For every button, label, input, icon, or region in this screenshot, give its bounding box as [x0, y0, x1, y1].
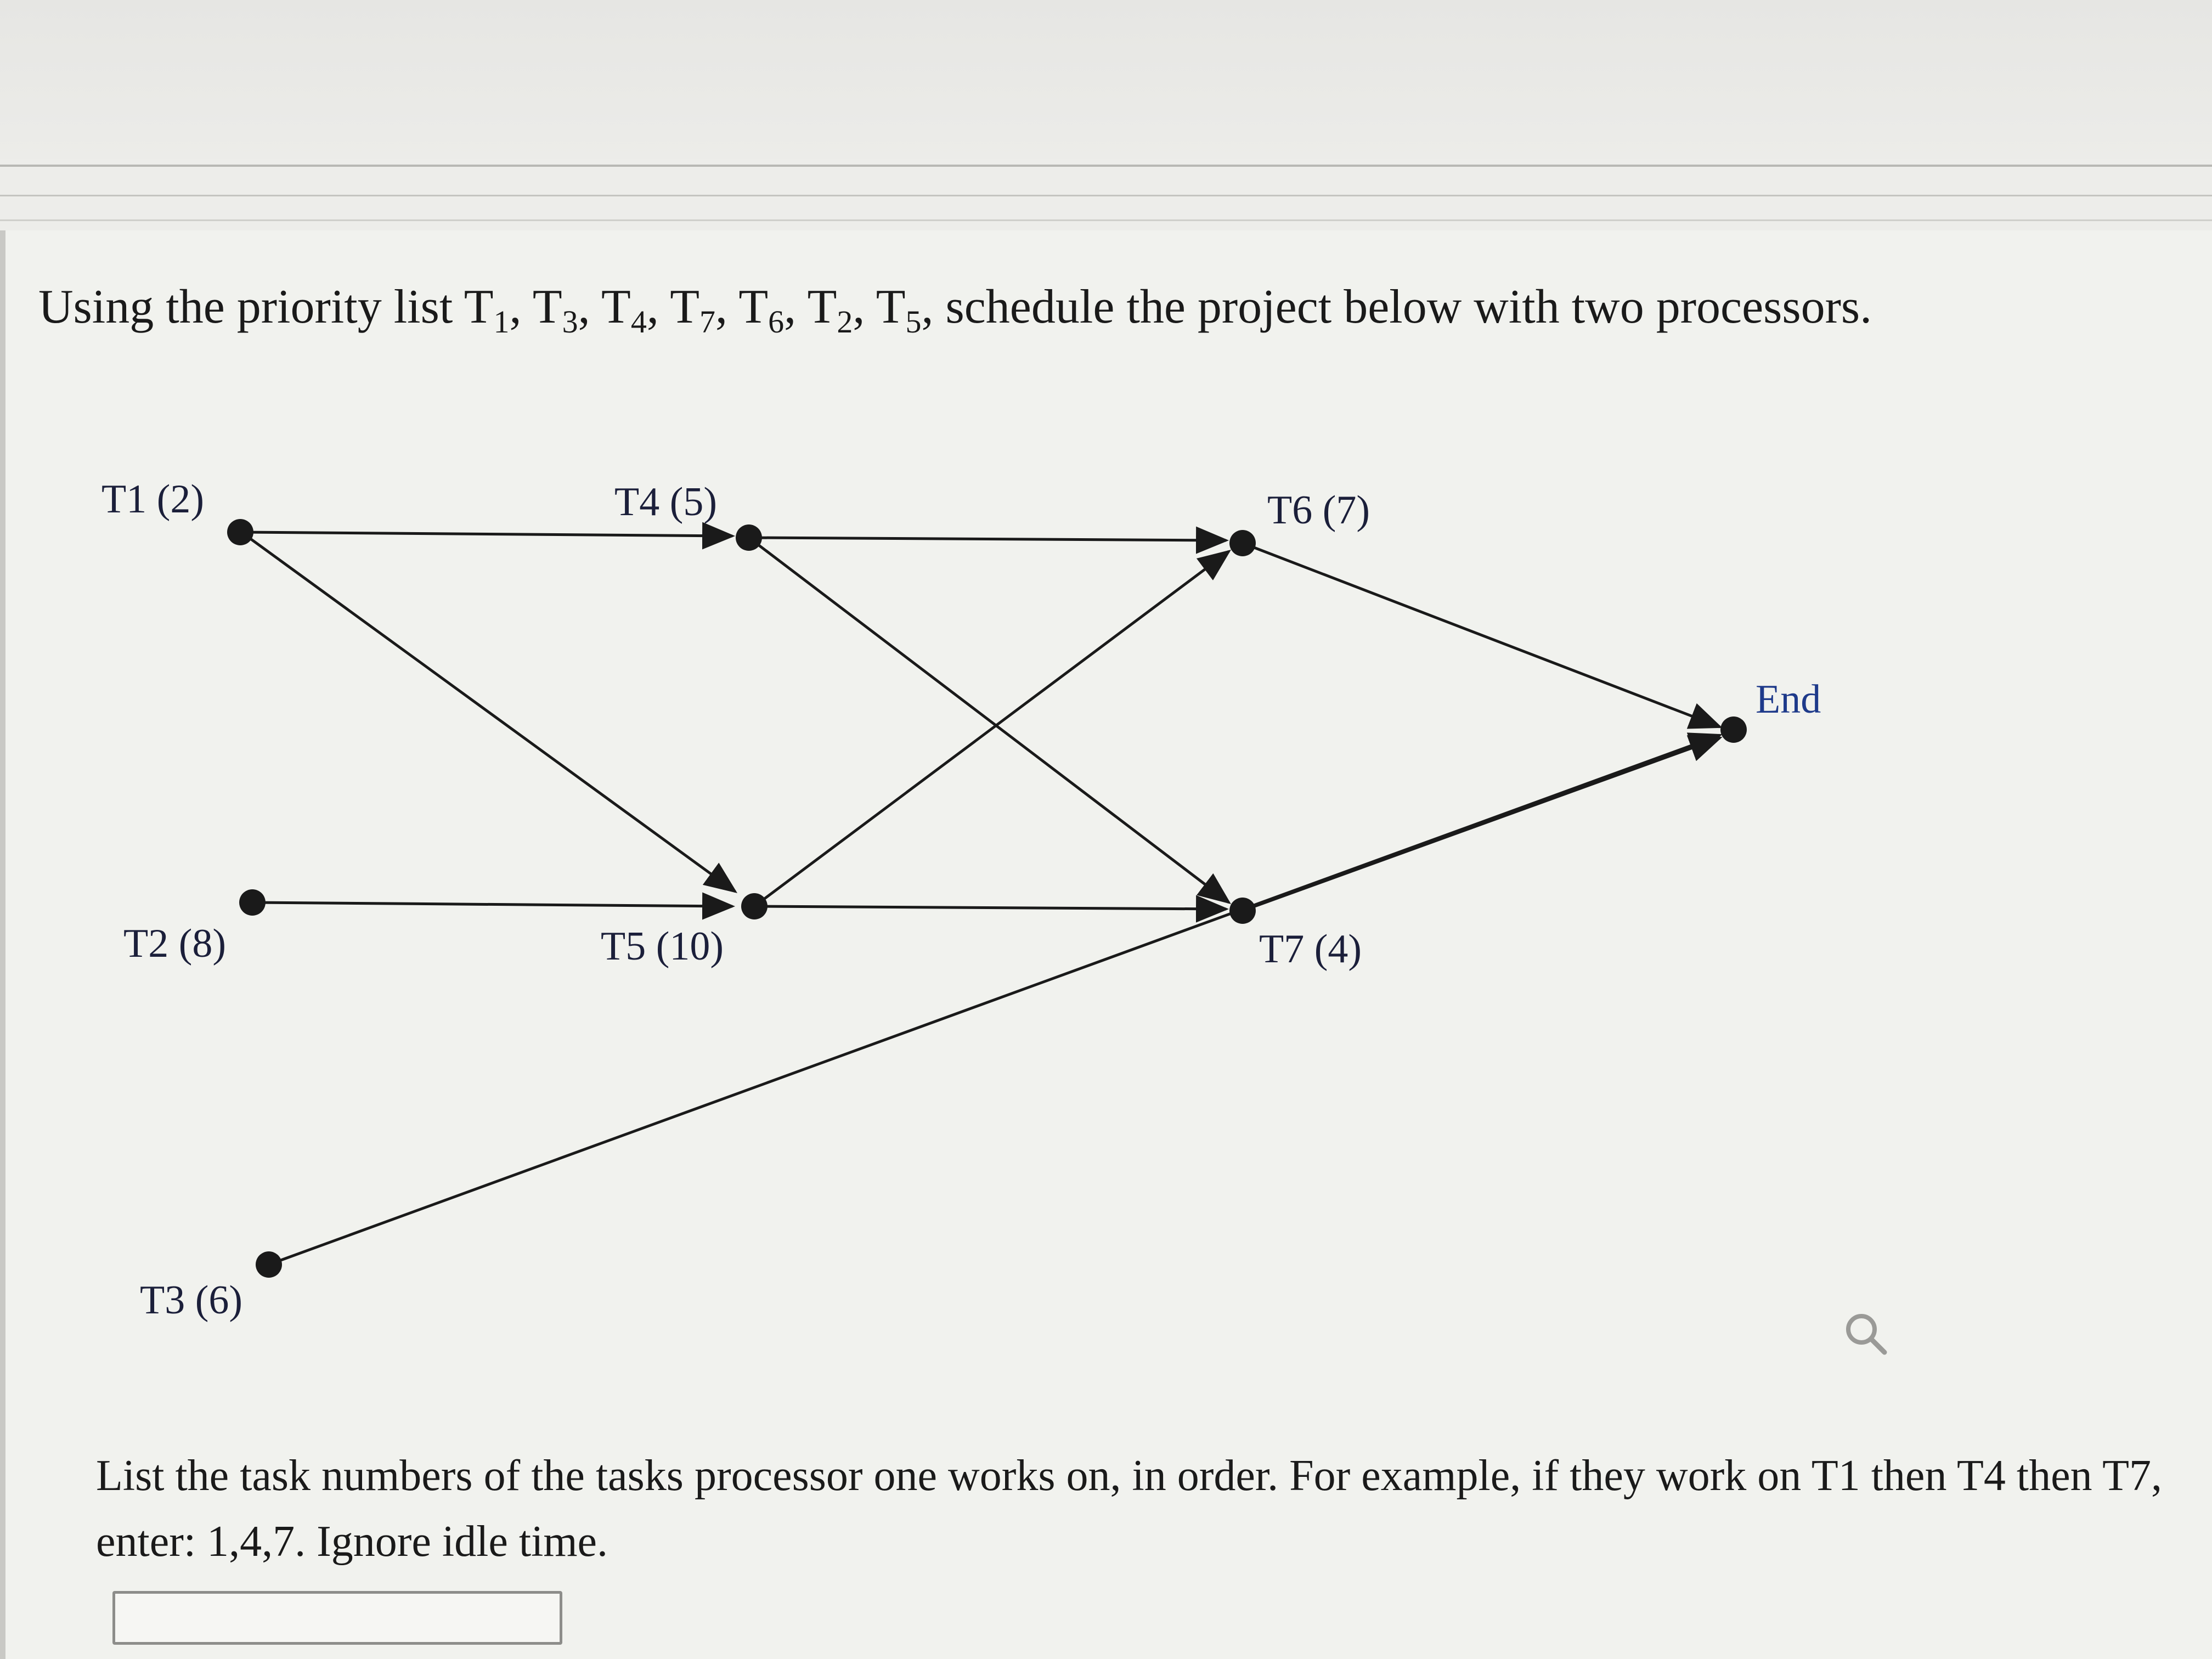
edge-t1-t5 [241, 532, 735, 891]
node-t7 [1229, 898, 1256, 924]
edge-t1-t4 [241, 532, 732, 536]
node-t2 [239, 889, 266, 916]
priority-item: 6 [768, 304, 785, 340]
answer-input[interactable] [112, 1591, 562, 1645]
priority-item: 3 [562, 304, 578, 340]
node-label-t3: T3 (6) [140, 1278, 242, 1323]
node-t6 [1229, 530, 1256, 556]
node-t4 [736, 524, 762, 551]
priority-item: 7 [699, 304, 715, 340]
node-label-t5: T5 (10) [601, 924, 724, 969]
edge-t4-t6 [749, 538, 1226, 540]
node-label-t6: T6 (7) [1267, 488, 1370, 533]
priority-item: 4 [630, 304, 647, 340]
node-end [1720, 716, 1747, 743]
node-t3 [256, 1251, 282, 1278]
priority-item: 5 [905, 304, 922, 340]
priority-item: 2 [837, 304, 853, 340]
node-label-t4: T4 (5) [614, 479, 717, 524]
question-suffix: , schedule the project below with two processors. [921, 280, 1872, 334]
edge-t4-t7 [749, 538, 1229, 902]
node-label-t7: T7 (4) [1259, 927, 1362, 972]
edge-t7-end [1243, 738, 1720, 911]
priority-item: 1 [493, 304, 510, 340]
edge-t5-t6 [754, 551, 1229, 906]
node-label-t2: T2 (8) [123, 921, 226, 966]
magnifier-icon[interactable] [1841, 1308, 1890, 1358]
question-prefix: Using the priority list T [38, 280, 494, 334]
edge-t6-end [1243, 543, 1720, 727]
node-t1 [227, 519, 253, 545]
node-t5 [741, 893, 768, 919]
node-label-end: End [1756, 677, 1821, 722]
edge-t3-end [269, 735, 1720, 1265]
instruction-text: List the task numbers of the tasks processor one works on, in order. For example, if they work on T1 then T4 then T7, enter: 1,4,7. Ignore idle time. [96, 1452, 2163, 1566]
edge-t2-t5 [252, 902, 732, 906]
edge-t5-t7 [754, 906, 1226, 909]
node-label-t1: T1 (2) [101, 477, 204, 522]
question-prompt: Using the priority list $T_1$, $T_3$, $T_4$, $T_7$, $T_6$, $T_2$, $T_5$, schedule the project below with two processors. [38, 280, 1872, 340]
